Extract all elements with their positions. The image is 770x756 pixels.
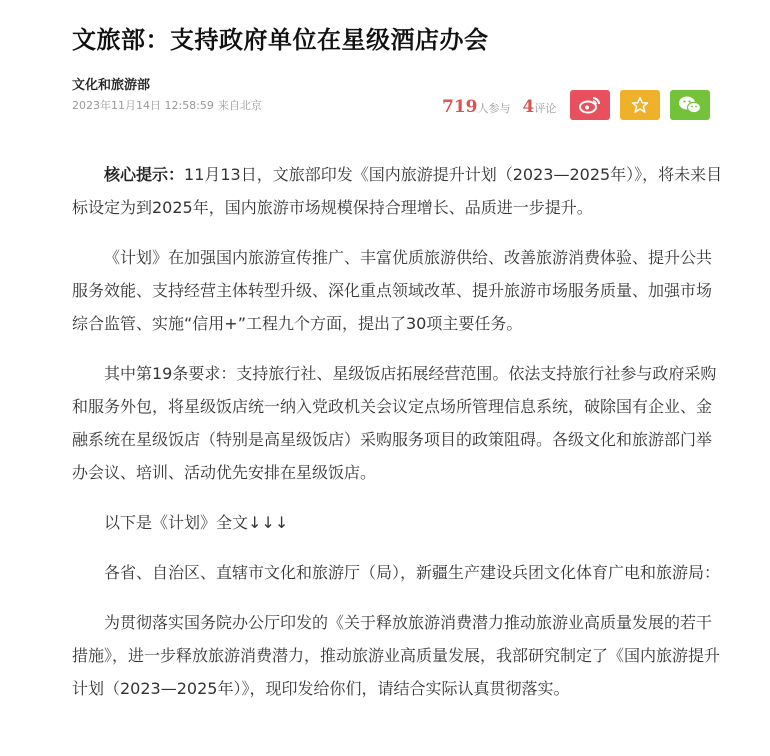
- article-meta: [72, 97, 262, 113]
- paragraph: 为贯彻落实国务院办公厅印发的《关于释放旅游消费潜力推动旅游业高质量发展的若干措施》，进一步释放旅游消费潜力，推动旅游业高质量发展，我部研究制定了《国内旅游提升计划（2023—2025年）》，现印发给你们，请结合实际认真贯彻落实。: [72, 613, 721, 698]
- participants-count[interactable]: 719: [442, 97, 478, 117]
- lead-text: 11月13日，文旅部印发《国内旅游提升计划（2023—2025年）》，将未来目标设定为到2025年，国内旅游市场规模保持合理增长、品质进一步提升。: [72, 165, 723, 217]
- weibo-icon: [579, 96, 601, 114]
- article-source[interactable]: 文化和旅游部: [72, 78, 151, 93]
- share-wechat-button[interactable]: [670, 90, 710, 120]
- paragraph: 各省、自治区、直辖市文化和旅游厅（局），新疆生产建设兵团文化体育广电和旅游局：: [104, 563, 721, 582]
- publish-date: 2023年11月14日 12:58:59: [72, 99, 214, 112]
- lead-label: 核心提示：: [104, 165, 185, 184]
- paragraph: 其中第19条要求：支持旅行社、星级饭店拓展经营范围。依法支持旅行社参与政府采购和服务外包，将星级饭店统一纳入党政机关会议定点场所管理信息系统，破除国有企业、金融系统在星级饭店（特别是高星级饭店）采购服务项目的政策阻碍。各级文化和旅游部门举办会议、培训、活动优先安排在星级饭店。: [72, 364, 717, 482]
- comments-label: 评论: [534, 102, 557, 115]
- comments-count[interactable]: 4: [522, 97, 535, 117]
- publish-location: 来自北京: [217, 99, 262, 112]
- favorite-star-icon: [631, 96, 649, 114]
- article-stats: [442, 97, 556, 117]
- participants-label: 人参与: [477, 102, 511, 115]
- page-title: 文旅部：支持政府单位在星级酒店办会: [72, 26, 489, 54]
- paragraph: 以下是《计划》全文↓↓↓: [104, 513, 289, 532]
- article-body: [72, 158, 724, 722]
- wechat-icon: [678, 95, 702, 115]
- favorite-button[interactable]: [620, 90, 660, 120]
- paragraph: 《计划》在加强国内旅游宣传推广、丰富优质旅游供给、改善旅游消费体验、提升公共服务效能、支持经营主体转型升级、深化重点领域改革、提升旅游市场服务质量、加强市场综合监管、实施“信用+”工程九个方面，提出了30项主要任务。: [72, 248, 713, 333]
- share-weibo-button[interactable]: [570, 90, 610, 120]
- lead-paragraph: [72, 158, 724, 224]
